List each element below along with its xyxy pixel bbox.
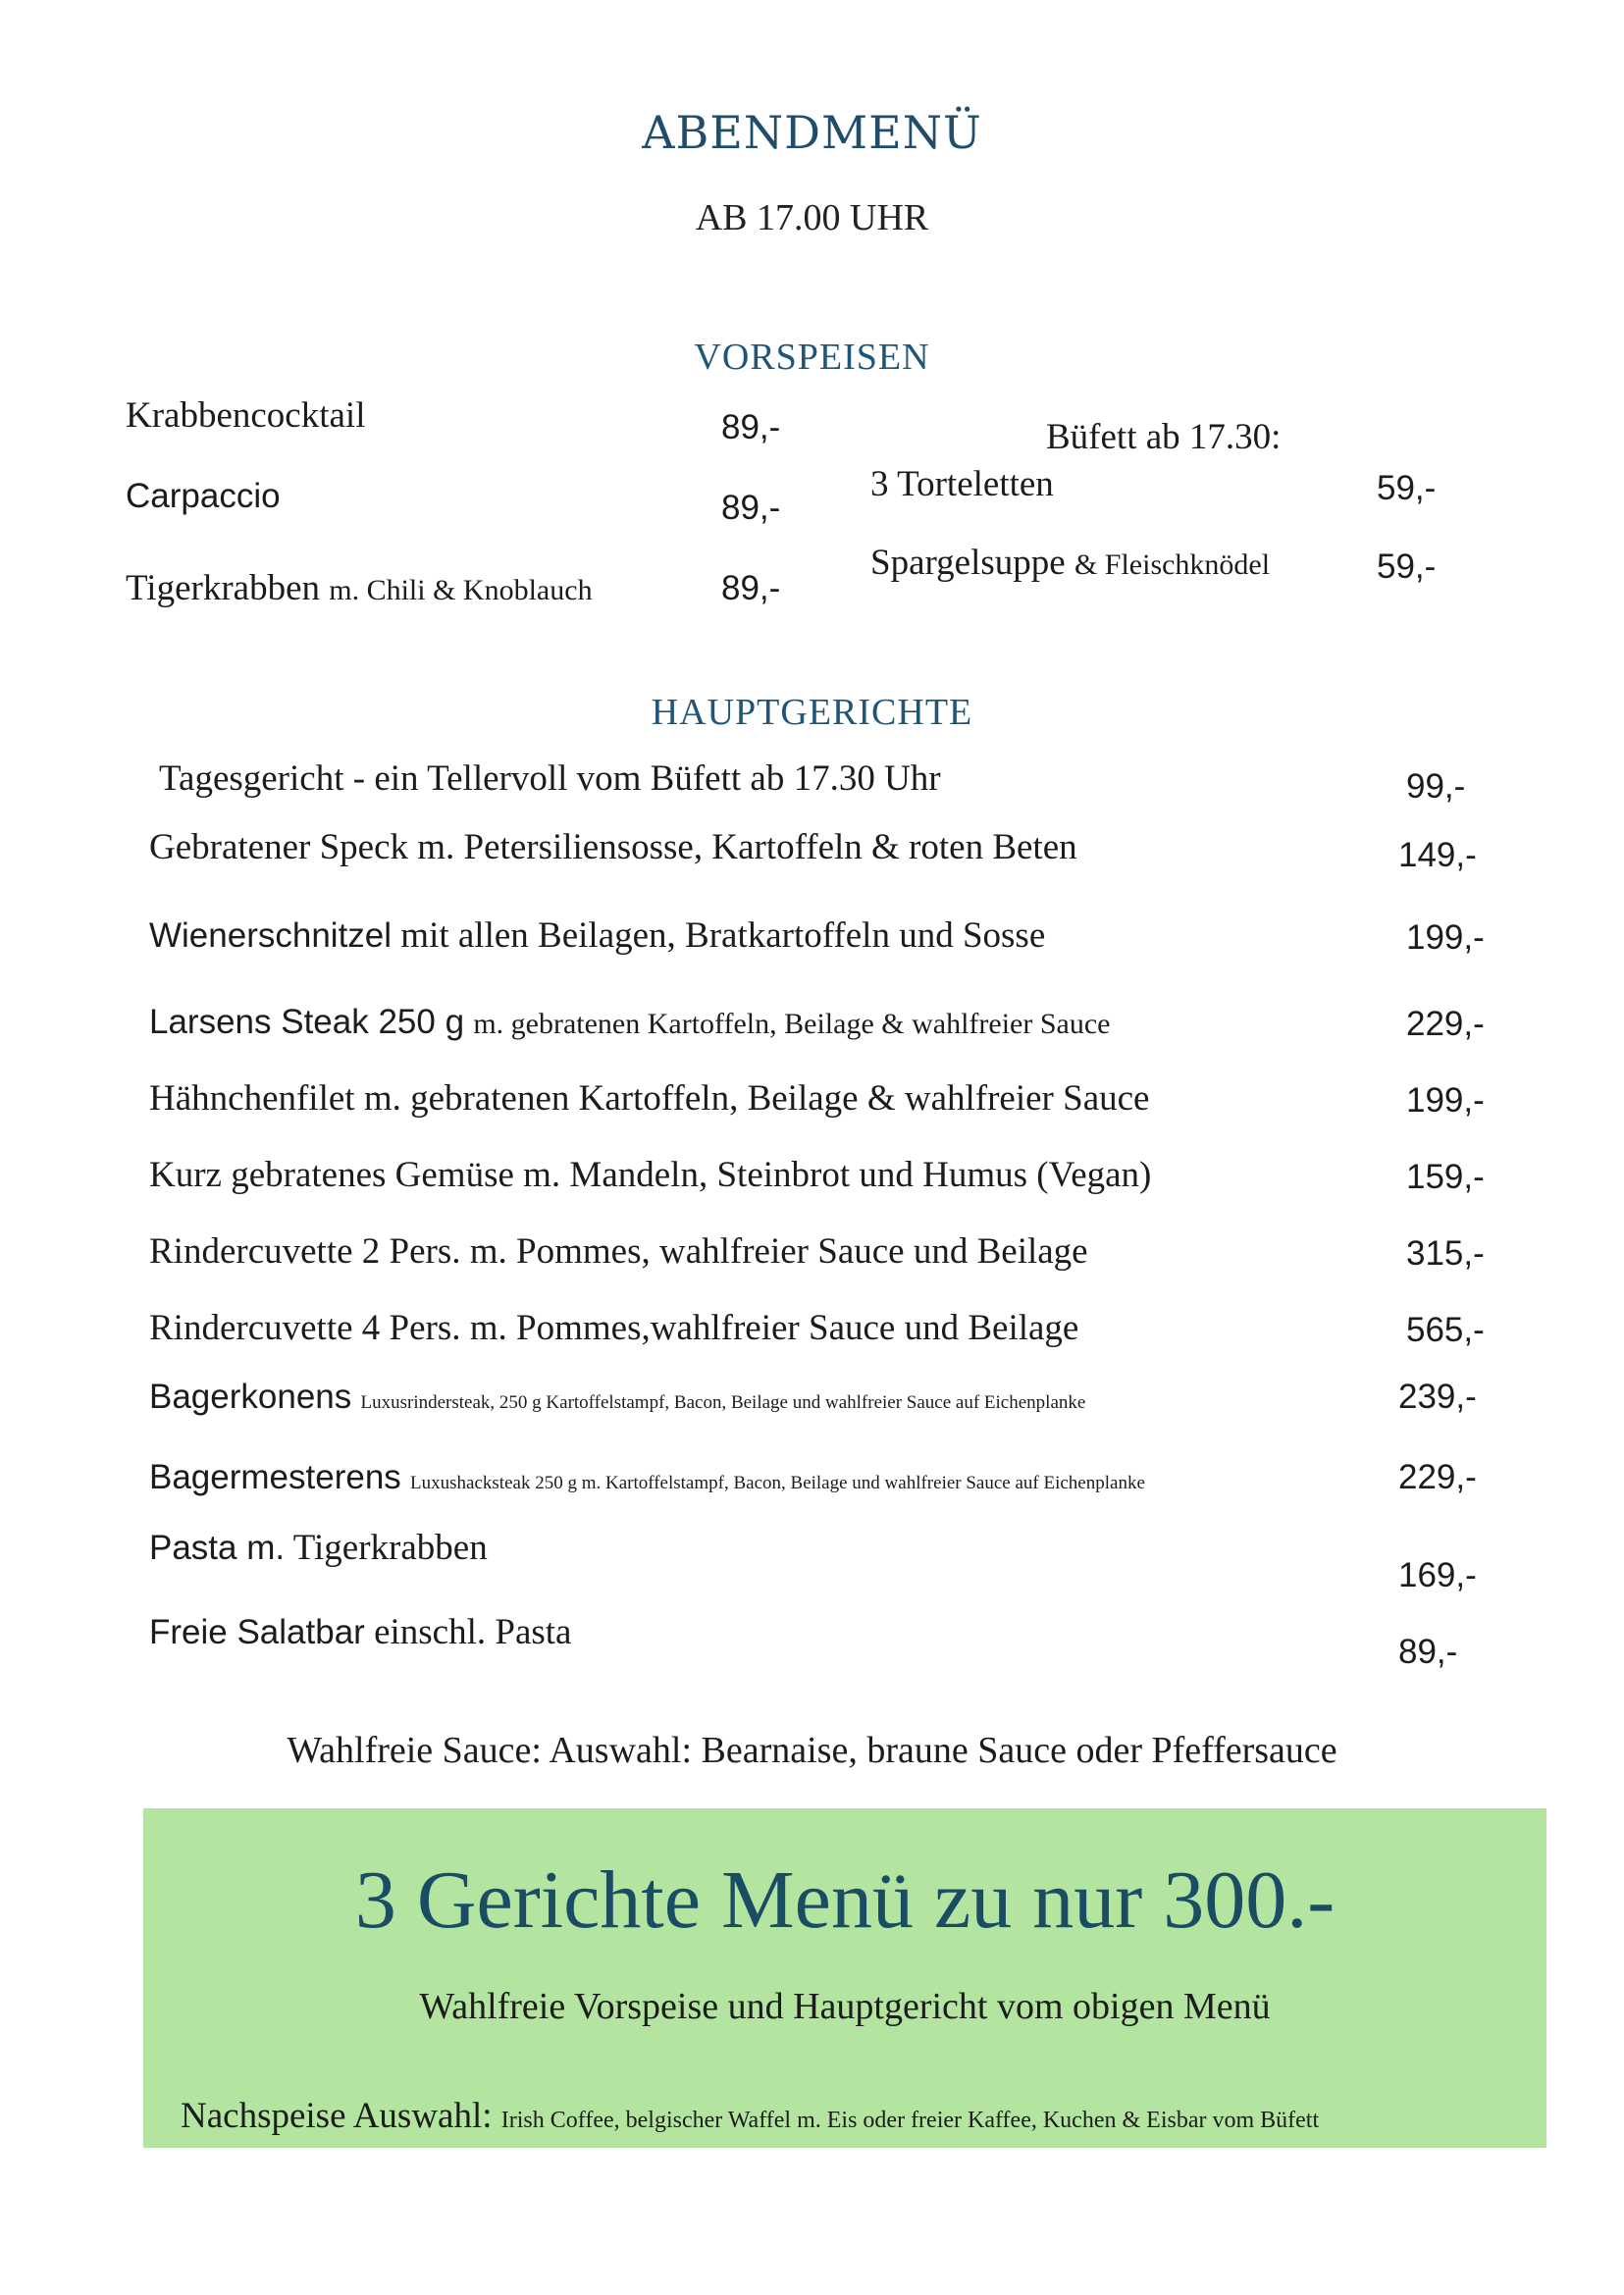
buffet-item-price: 59,- (1377, 469, 1437, 507)
main-item-price: 565,- (1406, 1311, 1485, 1349)
main-item-name: Rindercuvette 2 Pers. m. Pommes, wahlfreier Sauce und Beilage (149, 1231, 1088, 1272)
buffet-label: Büfett ab 17.30: (1046, 417, 1282, 457)
main-item-price: 239,- (1398, 1378, 1477, 1416)
menu-subtitle: AB 17.00 UHR (695, 197, 929, 238)
menu-title: ABENDMENÜ (642, 106, 982, 159)
main-item-name: Gebratener Speck m. Petersiliensosse, Kartoffeln & roten Beten (149, 827, 1077, 867)
promo-box (143, 1808, 1546, 2148)
main-item-name: Pasta m. Tigerkrabben (149, 1528, 488, 1568)
main-item-price: 159,- (1406, 1158, 1485, 1196)
buffet-item-name: Spargelsuppe & Fleischknödel (870, 543, 1271, 583)
buffet-item-price: 59,- (1377, 548, 1437, 586)
main-item-price: 315,- (1406, 1234, 1485, 1273)
main-item-name: Bagermesterens Luxushacksteak 250 g m. Kartoffelstampf, Bacon, Beilage und wahlfreier Sauce auf Eichenplanke (149, 1458, 1145, 1496)
promo-title: 3 Gerichte Menü zu nur 300.- (354, 1854, 1336, 1946)
sauce-note: Wahlfreie Sauce: Auswahl: Bearnaise, braune Sauce oder Pfeffersauce (287, 1730, 1337, 1771)
main-item-name: Freie Salatbar einschl. Pasta (149, 1612, 572, 1652)
dessert-label: Nachspeise Auswahl: (181, 2096, 493, 2136)
starter-item-price: 89,- (721, 408, 781, 446)
promo-dessert-note (181, 2095, 1319, 2137)
starter-item-price: 89,- (721, 569, 781, 607)
starter-item-name: Carpaccio (126, 477, 281, 515)
main-item-name: Tagesgericht - ein Tellervoll vom Büfett ab 17.30 Uhr (159, 758, 941, 799)
main-item-name: Bagerkonens Luxusrindersteak, 250 g Kartoffelstampf, Bacon, Beilage und wahlfreier Sauce auf Eichenplanke (149, 1378, 1086, 1416)
starter-item-name: Krabbencocktail (126, 395, 366, 436)
section-heading-vorspeisen: VORSPEISEN (694, 337, 930, 378)
main-item-name: Rindercuvette 4 Pers. m. Pommes,wahlfreier Sauce und Beilage (149, 1308, 1079, 1348)
promo-subtitle: Wahlfreie Vorspeise und Hauptgericht vom obigen Menü (419, 1986, 1271, 2027)
main-item-name: Larsens Steak 250 g m. gebratenen Kartoffeln, Beilage & wahlfreier Sauce (149, 1003, 1111, 1041)
main-item-name: Wienerschnitzel mit allen Beilagen, Bratkartoffeln und Sosse (149, 915, 1046, 956)
main-item-price: 229,- (1406, 1005, 1485, 1043)
starter-item-name: Tigerkrabben m. Chili & Knoblauch (126, 568, 593, 608)
starter-item-price: 89,- (721, 489, 781, 527)
main-item-name: Hähnchenfilet m. gebratenen Kartoffeln, Beilage & wahlfreier Sauce (149, 1078, 1150, 1119)
main-item-price: 99,- (1406, 767, 1466, 806)
dessert-options: Irish Coffee, belgischer Waffel m. Eis oder freier Kaffee, Kuchen & Eisbar vom Büfett (500, 2108, 1320, 2133)
main-item-price: 199,- (1406, 1081, 1485, 1120)
main-item-price: 149,- (1398, 836, 1477, 874)
buffet-item-name: 3 Torteletten (870, 464, 1054, 504)
main-item-price: 169,- (1398, 1556, 1477, 1594)
main-item-price: 89,- (1398, 1633, 1458, 1671)
section-heading-hauptgerichte: HAUPTGERICHTE (651, 692, 973, 733)
main-item-price: 229,- (1398, 1458, 1477, 1496)
main-item-price: 199,- (1406, 918, 1485, 957)
main-item-name: Kurz gebratenes Gemüse m. Mandeln, Steinbrot und Humus (Vegan) (149, 1155, 1152, 1195)
